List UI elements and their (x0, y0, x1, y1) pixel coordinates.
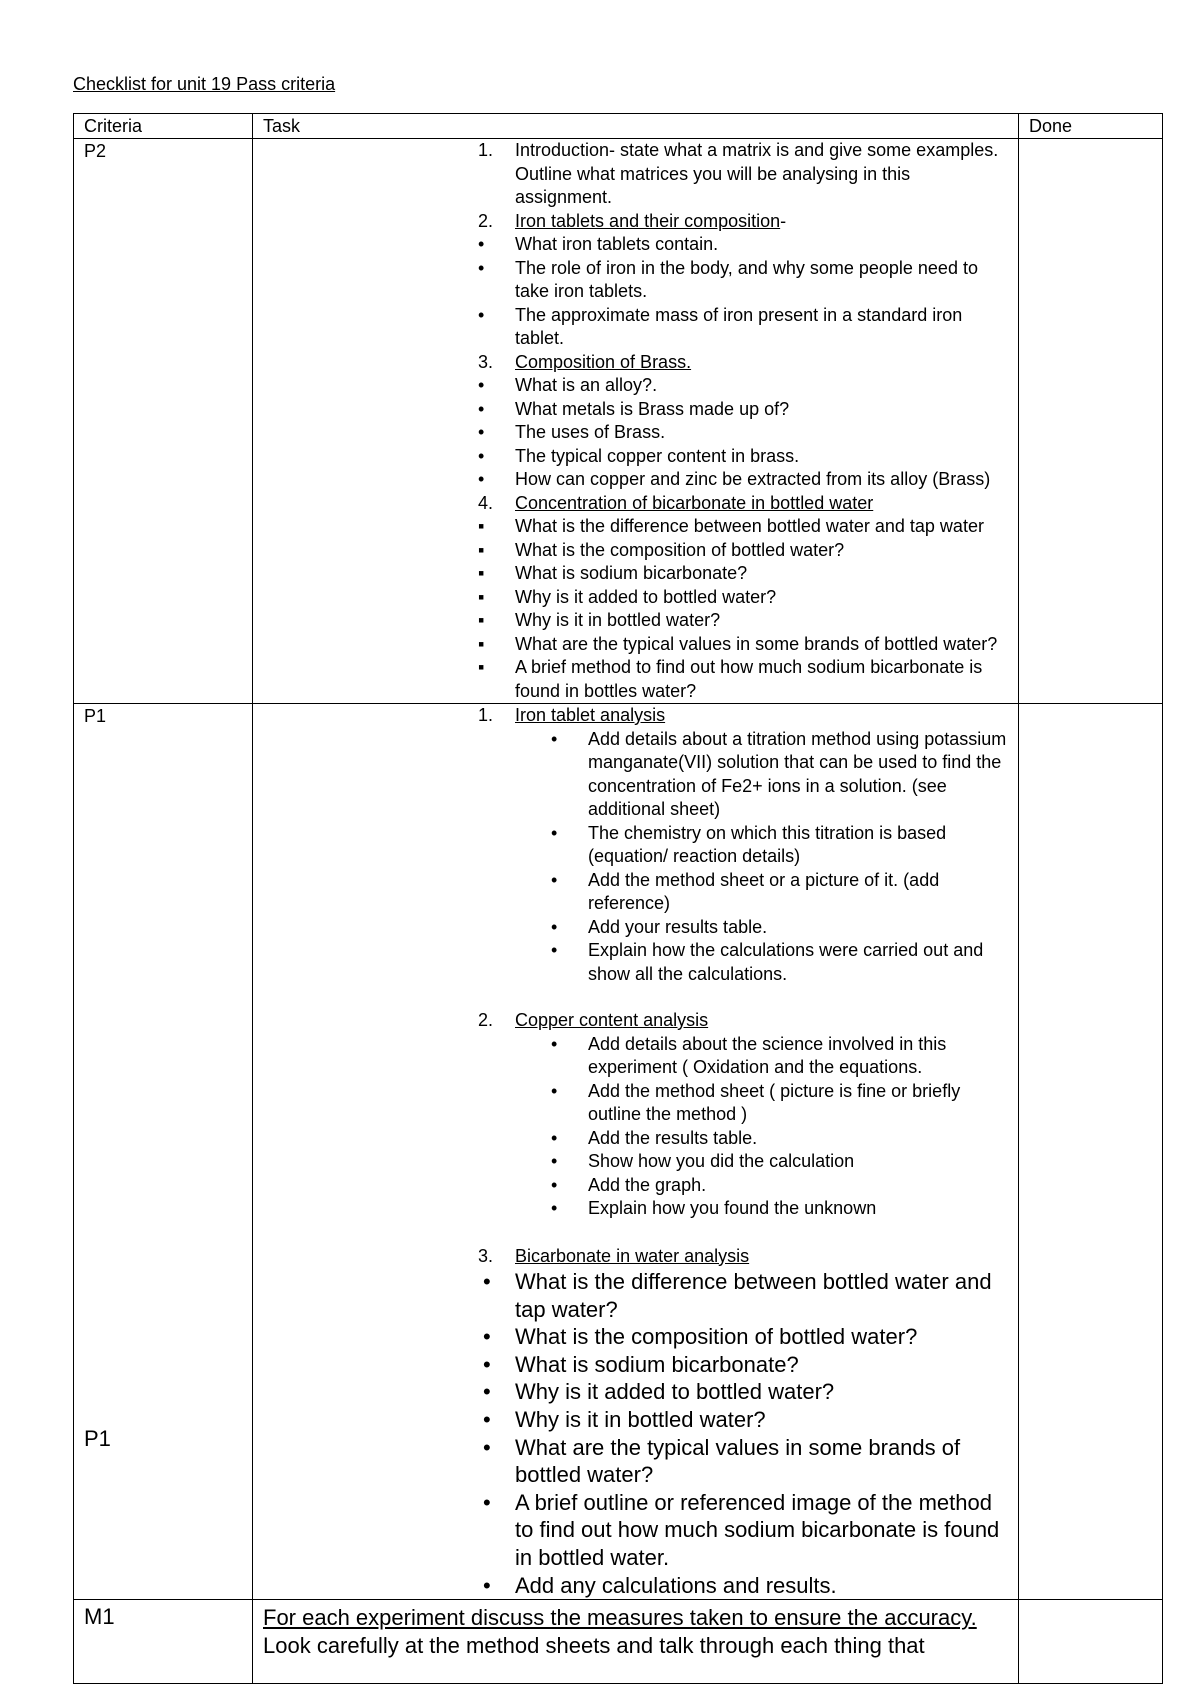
item-text: Explain how you found the unknown (588, 1198, 877, 1218)
bullet-icon: • (483, 1489, 491, 1515)
bullet-icon: ▪ (478, 539, 485, 560)
bullet-icon: ▪ (478, 516, 485, 536)
item-text: Show how you did the calculation (588, 1151, 855, 1171)
item-number: 2. (478, 210, 494, 231)
item-number: 4. (478, 492, 494, 513)
item-text: Add the results table. (588, 1127, 758, 1148)
bullet-item (253, 633, 1010, 657)
bullet-icon: • (551, 1151, 558, 1171)
bullet-icon: ▪ (478, 657, 485, 677)
bullet-item (253, 1378, 1010, 1406)
section-heading: Iron tablets and their composition (515, 210, 781, 231)
item-text: What is the difference between bottled water and tap water? (515, 1269, 992, 1322)
bullet-item (253, 1268, 1010, 1323)
item-text: Add the method sheet ( picture is fine or briefly outline the method ) (588, 1080, 961, 1124)
bullet-item (253, 1572, 1010, 1600)
section-heading: Iron tablet analysis (515, 705, 666, 725)
bullet-item (253, 445, 1010, 469)
item-text: Add your results table. (588, 916, 768, 937)
item-text: Why is it added to bottled water? (515, 586, 777, 607)
item-text: What is the difference between bottled water and tap water (515, 516, 984, 536)
bullet-item (253, 586, 1010, 610)
task-cell-m1 (253, 1600, 1019, 1684)
done-cell-p2[interactable] (1019, 139, 1163, 704)
criteria-column-header: Criteria (74, 114, 253, 139)
item-text: Why is it added to bottled water? (515, 1379, 835, 1405)
item-text: The role of iron in the body, and why some people need to take iron tablets. (515, 257, 978, 301)
bullet-item (253, 939, 1010, 986)
table-header-row (74, 114, 1163, 139)
bullet-item (253, 304, 1010, 351)
bullet-icon: • (483, 1324, 491, 1350)
criteria-label-p1-repeat: P1 (84, 1426, 111, 1451)
bullet-icon: • (478, 375, 485, 395)
bullet-item (253, 233, 1010, 257)
bullet-icon: ▪ (478, 586, 485, 607)
bullet-icon: • (483, 1379, 491, 1405)
spacer (253, 986, 1010, 1009)
criteria-checklist-table (73, 113, 1163, 1684)
bullet-icon: • (551, 1174, 558, 1195)
done-column-header: Done (1019, 114, 1163, 139)
bullet-icon: • (478, 422, 485, 442)
bullet-item (253, 728, 1010, 822)
numbered-item (253, 492, 1010, 516)
numbered-item (253, 1245, 1010, 1269)
item-text: What is sodium bicarbonate? (515, 1351, 799, 1377)
bullet-item (253, 656, 1010, 703)
item-suffix: - (780, 210, 787, 231)
item-text: What are the typical values in some brands of bottled water? (515, 1434, 961, 1488)
item-text: Why is it in bottled water? (515, 610, 721, 630)
section-heading: Composition of Brass. (515, 351, 692, 372)
item-text: The uses of Brass. (515, 422, 666, 442)
bullet-item (253, 1351, 1010, 1379)
item-text: What metals is Brass made up of? (515, 398, 790, 419)
numbered-item (253, 210, 1010, 234)
bullet-icon: ▪ (478, 563, 485, 583)
bullet-item (253, 869, 1010, 916)
bullet-icon: • (478, 304, 485, 325)
bullet-icon: • (478, 398, 485, 419)
item-text: A brief method to find out how much sodium bicarbonate is found in bottles water? (515, 657, 983, 701)
bullet-item (253, 1489, 1010, 1572)
bullet-item (253, 562, 1010, 586)
table-row-p1 (74, 704, 1163, 1600)
bullet-icon: • (483, 1406, 491, 1432)
bullet-icon: • (551, 940, 558, 960)
item-text: Add details about a titration method using potassium manganate(VII) solution that can be used to find the concentration of Fe2+ ions in a solution. (see additional sheet) (588, 728, 1007, 819)
done-cell-p1[interactable] (1019, 704, 1163, 1600)
bullet-icon: • (551, 1127, 558, 1148)
task-column-header: Task (253, 114, 1019, 139)
bullet-item (253, 822, 1010, 869)
item-text: What is the composition of bottled water? (515, 1324, 918, 1350)
criteria-cell-p2: P2 (74, 139, 253, 704)
item-text: Introduction- state what a matrix is and give some examples. Outline what matrices you will be analysing in this assignment. (515, 140, 999, 207)
bullet-item (253, 468, 1010, 492)
m1-text: Look carefully at the method sheets and talk through each thing that (263, 1632, 925, 1658)
m1-heading: For each experiment discuss the measures taken to ensure the accuracy. (263, 1605, 977, 1631)
bullet-item (253, 609, 1010, 633)
item-number: 1. (478, 140, 494, 160)
bullet-icon: • (551, 822, 558, 843)
bullet-item (253, 1174, 1010, 1198)
item-number: 3. (478, 1245, 494, 1266)
numbered-item (253, 704, 1010, 728)
bullet-item (253, 1150, 1010, 1174)
bullet-icon: • (478, 234, 485, 254)
item-number: 1. (478, 705, 494, 725)
bullet-icon: • (551, 1033, 558, 1054)
bullet-icon: ▪ (478, 610, 485, 630)
bullet-icon: • (551, 728, 558, 749)
bullet-icon: • (478, 469, 485, 489)
bullet-item (253, 1127, 1010, 1151)
bullet-icon: • (478, 257, 485, 278)
item-text: Add any calculations and results. (515, 1572, 837, 1598)
table-row-m1 (74, 1600, 1163, 1684)
document-title: Checklist for unit 19 Pass criteria (73, 74, 336, 94)
item-text: How can copper and zinc be extracted from its alloy (Brass) (515, 469, 991, 489)
numbered-item (253, 139, 1010, 210)
item-text: What is an alloy?. (515, 375, 658, 395)
bullet-item (253, 539, 1010, 563)
criteria-cell-m1: M1 (74, 1600, 253, 1684)
bullet-item (253, 398, 1010, 422)
task-cell-p1 (253, 704, 1019, 1600)
bullet-item (253, 374, 1010, 398)
item-text: What is the composition of bottled water? (515, 539, 845, 560)
numbered-item (253, 1009, 1010, 1033)
bullet-icon: • (478, 445, 485, 466)
bullet-icon: • (551, 1198, 558, 1218)
bullet-icon: ▪ (478, 633, 485, 654)
bullet-icon: • (551, 916, 558, 937)
item-text: What is sodium bicarbonate? (515, 563, 748, 583)
bullet-icon: • (551, 1080, 558, 1101)
bullet-icon: • (483, 1269, 491, 1294)
item-text: The typical copper content in brass. (515, 445, 800, 466)
item-text: Add the method sheet or a picture of it. (add reference) (588, 869, 940, 913)
bullet-item (253, 1080, 1010, 1127)
criteria-label-p1: P1 (84, 706, 107, 726)
bullet-item (253, 1197, 1010, 1221)
item-text: A brief outline or referenced image of the method to find out how much sodium bicarbonate is found in bottled water. (515, 1489, 1000, 1570)
bullet-item (253, 1434, 1010, 1489)
bullet-item (253, 916, 1010, 940)
bullet-item (253, 257, 1010, 304)
criteria-cell-p1 (74, 704, 253, 1600)
spacer (253, 1221, 1010, 1245)
item-text: What iron tablets contain. (515, 234, 719, 254)
bullet-item (253, 1033, 1010, 1080)
section-heading: Bicarbonate in water analysis (515, 1245, 750, 1266)
bullet-icon: • (483, 1351, 491, 1377)
table-row-p2 (74, 139, 1163, 704)
item-text: What are the typical values in some brands of bottled water? (515, 633, 998, 654)
bullet-item (253, 1406, 1010, 1434)
section-heading: Concentration of bicarbonate in bottled water (515, 492, 874, 513)
item-number: 2. (478, 1010, 494, 1030)
item-text: The approximate mass of iron present in a standard iron tablet. (515, 304, 963, 348)
done-cell-m1[interactable] (1019, 1600, 1163, 1684)
item-text: Add details about the science involved in this experiment ( Oxidation and the equations. (588, 1033, 947, 1077)
numbered-item (253, 351, 1010, 375)
bullet-icon: • (483, 1434, 491, 1460)
bullet-item (253, 421, 1010, 445)
section-heading: Copper content analysis (515, 1010, 709, 1030)
bullet-item (253, 1323, 1010, 1351)
task-cell-p2 (253, 139, 1019, 704)
item-text: Explain how the calculations were carried out and show all the calculations. (588, 940, 984, 984)
item-text: Why is it in bottled water? (515, 1406, 766, 1432)
bullet-icon: • (551, 869, 558, 890)
item-number: 3. (478, 351, 494, 372)
bullet-item (253, 515, 1010, 539)
bullet-icon: • (483, 1572, 491, 1598)
item-text: The chemistry on which this titration is based (equation/ reaction details) (588, 822, 947, 866)
item-text: Add the graph. (588, 1174, 707, 1195)
